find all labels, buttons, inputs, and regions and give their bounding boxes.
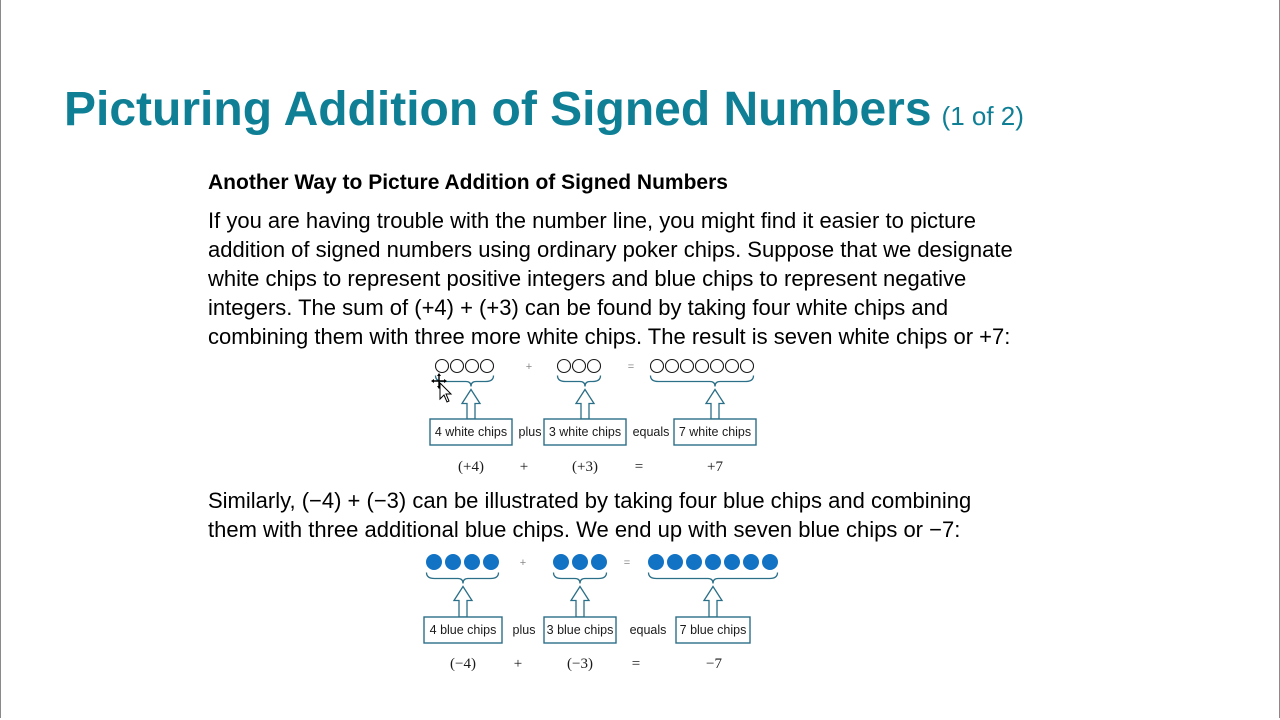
chip	[588, 360, 601, 373]
chip	[451, 360, 464, 373]
chip	[681, 360, 694, 373]
chip	[446, 555, 461, 570]
chip-box-label: 3 white chips	[548, 425, 622, 439]
chip	[666, 360, 679, 373]
chip-box-label: 7 blue chips	[679, 623, 747, 637]
chip	[573, 555, 588, 570]
paragraph-blue-chips	[208, 486, 1108, 544]
chip	[725, 555, 740, 570]
paragraph-line: integers. The sum of (+4) + (+3) can be found by taking four white chips and	[208, 295, 949, 320]
equals-word: equals	[632, 425, 670, 439]
chip	[465, 555, 480, 570]
plus-word: plus	[518, 425, 542, 439]
small-equals-sign: =	[627, 361, 635, 373]
chip	[481, 360, 494, 373]
expression-result: +7	[707, 459, 723, 475]
chip	[726, 360, 739, 373]
chip	[741, 360, 754, 373]
chip	[484, 555, 499, 570]
chip-box-label: 4 white chips	[434, 425, 508, 439]
chip	[649, 555, 664, 570]
expression-operator: =	[631, 656, 641, 672]
chip-box-label: 7 white chips	[678, 425, 752, 439]
expression-result: −7	[706, 656, 722, 672]
chip	[706, 555, 721, 570]
grouping-brace	[651, 376, 754, 387]
chip	[687, 555, 702, 570]
paragraph-line: them with three additional blue chips. We end up with seven blue chips or −7:	[208, 517, 961, 542]
paragraph-line: Similarly, (−4) + (−3) can be illustrated by taking four blue chips and combining	[208, 488, 972, 513]
grouping-brace	[554, 573, 607, 584]
chip	[744, 555, 759, 570]
paragraph-line: white chips to represent positive integers and blue chips to represent negative	[208, 266, 967, 291]
chip	[436, 360, 449, 373]
grouping-brace	[427, 573, 499, 584]
chip	[558, 360, 571, 373]
paragraph-line: combining them with three more white chips. The result is seven white chips or +7:	[208, 324, 1011, 349]
paragraph-white-chips	[208, 206, 1108, 351]
slide-title-suffix: (1 of 2)	[941, 101, 1024, 131]
small-plus-sign: +	[525, 361, 533, 373]
slide-title-text: Picturing Addition of Signed Numbers	[64, 83, 932, 136]
chip	[466, 360, 479, 373]
up-arrow	[706, 390, 724, 420]
expression-term: (−3)	[567, 656, 593, 672]
plus-word: plus	[512, 623, 536, 637]
chip-box-label: 4 blue chips	[429, 623, 497, 637]
up-arrow	[704, 587, 722, 618]
small-equals-sign: =	[623, 557, 631, 569]
expression-operator: =	[634, 459, 644, 475]
paragraph-line: addition of signed numbers using ordinary poker chips. Suppose that we designate	[208, 237, 1013, 262]
chip	[763, 555, 778, 570]
expression-operator: +	[519, 459, 529, 475]
move-cursor-icon	[430, 373, 454, 403]
blue-chips-figure	[414, 550, 784, 676]
chip	[554, 555, 569, 570]
chip	[592, 555, 607, 570]
white-chips-figure	[420, 352, 790, 478]
expression-term: (+3)	[572, 459, 598, 475]
chip	[427, 555, 442, 570]
up-arrow	[462, 390, 480, 420]
chip-box-label: 3 blue chips	[546, 623, 614, 637]
chip	[573, 360, 586, 373]
slide-title	[64, 84, 1024, 137]
up-arrow	[571, 587, 589, 618]
expression-term: (+4)	[458, 459, 484, 475]
chip	[651, 360, 664, 373]
expression-operator: +	[513, 656, 523, 672]
up-arrow	[576, 390, 594, 420]
section-heading: Another Way to Picture Addition of Signed Numbers	[208, 171, 728, 194]
chip	[711, 360, 724, 373]
equals-word: equals	[629, 623, 667, 637]
up-arrow	[454, 587, 472, 618]
paragraph-line: If you are having trouble with the number line, you might find it easier to picture	[208, 208, 976, 233]
small-plus-sign: +	[519, 557, 527, 569]
grouping-brace	[558, 376, 601, 387]
chip	[668, 555, 683, 570]
grouping-brace	[649, 573, 778, 584]
expression-term: (−4)	[450, 656, 476, 672]
chip	[696, 360, 709, 373]
